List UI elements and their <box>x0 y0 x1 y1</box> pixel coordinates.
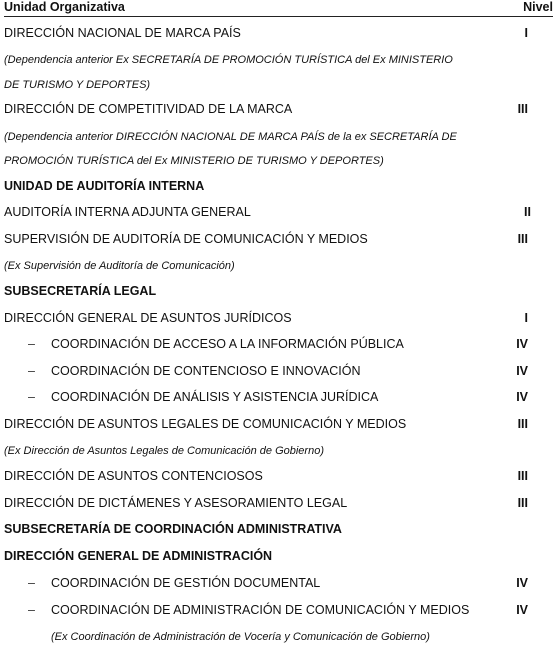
row-label: COORDINACIÓN DE GESTIÓN DOCUMENTAL <box>51 576 321 590</box>
dash-bullet-icon: – <box>28 576 35 590</box>
row-label: AUDITORÍA INTERNA ADJUNTA GENERAL <box>4 205 251 219</box>
note-row <box>0 52 557 72</box>
note-row <box>0 153 557 173</box>
header-level-label: Nivel <box>523 0 553 14</box>
row-level: III <box>517 417 528 431</box>
row-label: (Ex Coordinación de Administración de Vocería y Comunicación de Gobierno) <box>51 631 430 643</box>
list-item <box>0 337 557 357</box>
row-label: COORDINACIÓN DE ACCESO A LA INFORMACIÓN PÚBLICA <box>51 337 404 351</box>
row-label: (Dependencia anterior DIRECCIÓN NACIONAL DE MARCA PAÍS de la ex SECRETARÍA DE <box>4 131 457 143</box>
row-label: (Ex Dirección de Asuntos Legales de Comunicación de Gobierno) <box>4 445 324 457</box>
list-item <box>0 603 557 623</box>
list-item <box>0 469 557 489</box>
list-item <box>0 364 557 384</box>
row-level: III <box>517 102 528 116</box>
list-item <box>0 26 557 46</box>
list-item <box>0 417 557 437</box>
note-row <box>0 258 557 278</box>
row-label: COORDINACIÓN DE CONTENCIOSO E INNOVACIÓN <box>51 364 361 378</box>
section-heading <box>0 549 557 569</box>
row-label: DIRECCIÓN DE DICTÁMENES Y ASESORAMIENTO LEGAL <box>4 496 348 510</box>
row-label: DIRECCIÓN DE ASUNTOS LEGALES DE COMUNICACIÓN Y MEDIOS <box>4 417 407 431</box>
row-label: PROMOCIÓN TURÍSTICA del Ex MINISTERIO DE TURISMO Y DEPORTES) <box>4 155 384 167</box>
row-label: DE TURISMO Y DEPORTES) <box>4 79 151 91</box>
row-level: III <box>517 232 528 246</box>
dash-bullet-icon: – <box>28 364 35 378</box>
row-level: III <box>517 469 528 483</box>
dash-bullet-icon: – <box>28 603 35 617</box>
note-row <box>0 629 557 649</box>
row-label: UNIDAD DE AUDITORÍA INTERNA <box>4 179 205 193</box>
row-label: SUPERVISIÓN DE AUDITORÍA DE COMUNICACIÓN Y MEDIOS <box>4 232 368 246</box>
section-heading <box>0 522 557 542</box>
row-label: DIRECCIÓN DE ASUNTOS CONTENCIOSOS <box>4 469 263 483</box>
row-label: DIRECCIÓN GENERAL DE ASUNTOS JURÍDICOS <box>4 311 292 325</box>
row-label: COORDINACIÓN DE ANÁLISIS Y ASISTENCIA JURÍDICA <box>51 390 379 404</box>
list-item <box>0 232 557 252</box>
row-level: IV <box>516 603 528 617</box>
row-level: III <box>517 496 528 510</box>
row-level: IV <box>516 390 528 404</box>
row-label: DIRECCIÓN GENERAL DE ADMINISTRACIÓN <box>4 549 273 563</box>
row-level: II <box>524 205 531 219</box>
row-level: IV <box>516 364 528 378</box>
list-item <box>0 576 557 596</box>
row-label: (Ex Supervisión de Auditoría de Comunicación) <box>4 260 235 272</box>
dash-bullet-icon: – <box>28 390 35 404</box>
list-item <box>0 205 557 225</box>
dash-bullet-icon: – <box>28 337 35 351</box>
row-label: COORDINACIÓN DE ADMINISTRACIÓN DE COMUNICACIÓN Y MEDIOS <box>51 603 470 617</box>
section-heading <box>0 284 557 304</box>
row-label: SUBSECRETARÍA LEGAL <box>4 284 157 298</box>
row-label: (Dependencia anterior Ex SECRETARÍA DE PROMOCIÓN TURÍSTICA del Ex MINISTERIO <box>4 54 453 66</box>
row-label: DIRECCIÓN DE COMPETITIVIDAD DE LA MARCA <box>4 102 293 116</box>
note-row <box>0 77 557 97</box>
list-item <box>0 496 557 516</box>
row-level: IV <box>516 576 528 590</box>
note-row <box>0 129 557 149</box>
row-level: I <box>524 311 528 325</box>
list-item <box>0 102 557 122</box>
note-row <box>0 443 557 463</box>
section-heading <box>0 179 557 199</box>
row-level: IV <box>516 337 528 351</box>
list-item <box>0 311 557 331</box>
row-label: DIRECCIÓN NACIONAL DE MARCA PAÍS <box>4 26 241 40</box>
row-level: I <box>524 26 528 40</box>
table-header <box>4 0 553 17</box>
header-unit-label: Unidad Organizativa <box>4 0 125 14</box>
row-label: SUBSECRETARÍA DE COORDINACIÓN ADMINISTRATIVA <box>4 522 342 536</box>
list-item <box>0 390 557 410</box>
